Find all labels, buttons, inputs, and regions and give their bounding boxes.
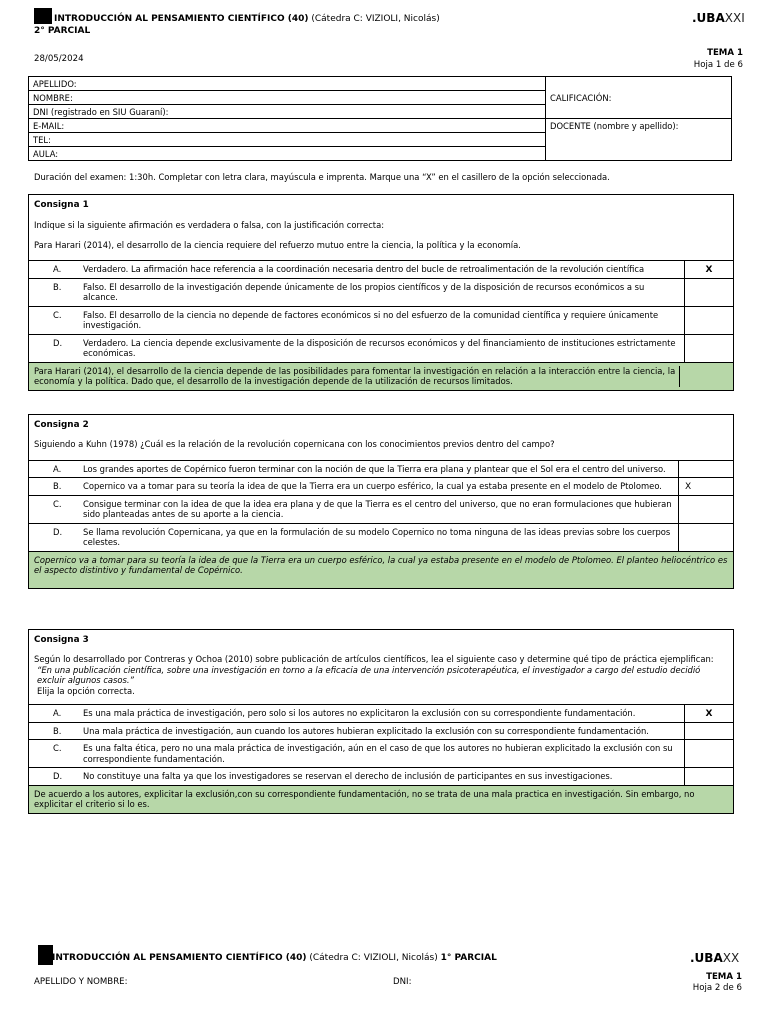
option-row (29, 495, 733, 523)
option-letter: C. (53, 498, 62, 509)
logo-suffix: XXI (724, 11, 745, 25)
redacted-block (34, 8, 52, 24)
option-checkbox[interactable] (679, 496, 733, 523)
docente-field[interactable]: DOCENTE (nombre y apellido): (546, 119, 732, 161)
tel-field[interactable]: TEL: (29, 133, 546, 147)
option-checkbox[interactable] (685, 768, 733, 785)
option-text: Se llama revolución Copernicana, ya que en la formulación de su modelo Copernico no toma ninguna de las ideas previas sobre los cuerpos celestes. (83, 524, 679, 551)
option-checkbox[interactable]: X (705, 709, 713, 719)
consigna-3-options (29, 704, 733, 785)
redacted-block (38, 945, 53, 965)
option-checkbox[interactable] (685, 723, 733, 740)
consigna-1-statement: Para Harari (2014), el desarrollo de la ciencia requiere del refuerzo mutuo entre la ciencia, la política y la economía. (34, 239, 521, 250)
calificacion-field[interactable]: CALIFICACIÓN: (546, 77, 732, 119)
consigna-3-title: Consigna 3 (34, 635, 89, 645)
footer-catedra: (Cátedra C: VIZIOLI, Nicolás) (309, 953, 438, 963)
consigna-2-prompt: Siguiendo a Kuhn (1978) ¿Cuál es la relación de la revolución copernicana con los conocimientos previos dentro del campo? (34, 439, 555, 449)
option-row (29, 334, 733, 362)
course-title: INTRODUCCIÓN AL PENSAMIENTO CIENTÍFICO (40) (54, 14, 309, 24)
option-letter: C. (53, 309, 62, 320)
option-text: Los grandes aportes de Copérnico fueron terminar con la noción de que la Tierra era plana y plantear que el Sol era el centro del universo. (83, 461, 679, 478)
consigna-3 (28, 629, 734, 814)
option-row (29, 704, 733, 722)
answer-text: Para Harari (2014), el desarrollo de la ciencia depende de las posibilidades para fomentar la investigación en relación a la interacción entre la ciencia, la economía y la política. Dado que, el desarrollo de la investigación depende de la utilización de recursos limitados. (34, 365, 676, 386)
footer-course-header (52, 953, 497, 963)
option-checkbox[interactable] (679, 461, 733, 478)
consigna-1-prompt: Indique si la siguiente afirmación es verdadera o falsa, con la justificación correcta: (34, 220, 385, 230)
option-row (29, 722, 733, 740)
answer-mark-cell (679, 366, 728, 387)
consigna-2-answer (29, 551, 733, 588)
option-text: Es una falta ética, pero no una mala práctica de investigación, aún en el caso de que los autores no hubieran explicitado la exclusión con su correspondiente fundamentación. (83, 740, 685, 767)
option-text: Verdadero. La ciencia depende exclusivamente de la disposición de recursos económicos y del financiamiento de instituciones estrictamente económicas. (83, 335, 685, 362)
footer-parcial: 1° PARCIAL (440, 953, 497, 963)
option-letter: D. (53, 526, 63, 537)
option-text: No constituye una falta ya que los investigadores se reservan el derecho de inclusión de participantes en sus investigaciones. (83, 768, 685, 785)
hoja-label: Hoja 1 de 6 (693, 60, 743, 70)
option-text: Copernico va a tomar para su teoría la idea de que la Tierra era un cuerpo esférico, la cual ya estaba presente en el modelo de Ptolomeo. (83, 478, 679, 495)
consigna-3-answer (29, 785, 733, 813)
course-header (54, 14, 440, 24)
option-letter: D. (53, 771, 63, 781)
instructions: Duración del examen: 1:30h. Completar con letra clara, mayúscula e imprenta. Marque una “X” en el casillero de la opción seleccionada. (34, 172, 610, 182)
catedra: (Cátedra C: VIZIOLI, Nicolás) (311, 14, 440, 24)
option-checkbox[interactable] (685, 307, 733, 334)
option-checkbox[interactable] (685, 740, 733, 767)
consigna-3-prompt: Según lo desarrollado por Contreras y Ochoa (2010) sobre publicación de artículos científicos, lea el siguiente caso y determine qué tipo de práctica ejemplifican: (34, 654, 714, 664)
consigna-3-choose: Elija la opción correcta. (37, 685, 135, 696)
footer-hoja: Hoja 2 de 6 (692, 983, 742, 993)
option-letter: B. (53, 725, 62, 736)
logo-main: .UBA (692, 11, 725, 25)
dni-field[interactable]: DNI (registrado en SIU Guaraní): (29, 105, 546, 119)
option-row (29, 739, 733, 767)
apellido-field[interactable]: APELLIDO: (29, 77, 546, 91)
logo-main: .UBA (690, 951, 723, 965)
consigna-1-title: Consigna 1 (34, 200, 89, 210)
consigna-1-options (29, 260, 733, 362)
footer-course-title: INTRODUCCIÓN AL PENSAMIENTO CIENTÍFICO (40) (52, 953, 307, 963)
option-text: Falso. El desarrollo de la ciencia no depende de factores económicos si no del esfuerzo de la comunidad científica y requiere únicamente investigación. (83, 307, 685, 334)
option-letter: C. (53, 743, 62, 753)
option-text: Consigue terminar con la idea de que la idea era plana y de que la Tierra es el centro del universo, que no eran formulaciones que hubieran sido planteadas antes de su aporte a la ciencia. (83, 496, 679, 523)
option-letter: A. (53, 463, 62, 474)
footer-dni: DNI: (393, 977, 412, 987)
consigna-1-answer (29, 362, 733, 390)
option-checkbox[interactable] (685, 279, 733, 306)
option-letter: D. (53, 337, 63, 348)
consigna-2-options (29, 460, 733, 551)
consigna-1 (28, 194, 734, 391)
uba-logo (692, 11, 745, 25)
option-row (29, 477, 733, 495)
option-row (29, 260, 733, 278)
footer-tema: TEMA 1 (706, 972, 742, 982)
option-text: Una mala práctica de investigación, aun cuando los autores hubieran explicitado la exclusión con su correspondiente fundamentación. (83, 723, 685, 740)
option-checkbox[interactable]: X (705, 265, 713, 275)
option-row (29, 767, 733, 785)
footer-apellido-nombre: APELLIDO Y NOMBRE: (34, 977, 128, 987)
email-field[interactable]: E-MAIL: (29, 119, 546, 133)
option-checkbox[interactable] (685, 335, 733, 362)
student-info-table (28, 76, 732, 161)
option-row (29, 523, 733, 551)
option-checkbox[interactable] (679, 524, 733, 551)
footer-uba-logo (690, 951, 739, 965)
option-row (29, 460, 733, 478)
option-row (29, 306, 733, 334)
option-text: Falso. El desarrollo de la investigación depende únicamente de los propios científicos y de la disposición de recursos económicos a su alcance. (83, 279, 685, 306)
option-text: Verdadero. La afirmación hace referencia a la coordinación necesaria dentro del bucle de retroalimentación de la revolución científica (83, 261, 685, 278)
nombre-field[interactable]: NOMBRE: (29, 91, 546, 105)
option-row (29, 278, 733, 306)
consigna-2 (28, 414, 734, 589)
aula-field[interactable]: AULA: (29, 147, 546, 161)
answer-text: Copernico va a tomar para su teoría la idea de que la Tierra era un cuerpo esférico, la cual ya estaba presente en el modelo de Ptolomeo. El planteo heliocéntrico es el aspecto distintivo y fundamental de Copérnico. (34, 554, 728, 575)
consigna-2-title: Consigna 2 (34, 420, 89, 430)
consigna-3-case: “En una publicación científica, sobre una investigación en torno a la eficacia de una intervención psicoterapéutica, el investigador a cargo del estudio decidió excluir algunos casos.” (37, 664, 701, 685)
option-letter: B. (53, 281, 62, 292)
option-letter: A. (53, 264, 62, 274)
option-text: Es una mala práctica de investigación, pero solo si los autores no explicitaron la exclusión con su correspondiente fundamentación. (83, 705, 685, 722)
answer-text: De acuerdo a los autores, explicitar la exclusión,con su correspondiente fundamentación, no se trata de una mala practica en investigación. Sin embargo, no explicitar el criterio si lo es. (34, 788, 695, 809)
parcial-label: 2° PARCIAL (34, 26, 91, 36)
option-letter: B. (53, 481, 62, 491)
option-checkbox[interactable]: X (685, 482, 692, 492)
exam-date: 28/05/2024 (34, 54, 84, 64)
option-letter: A. (53, 708, 62, 718)
logo-suffix: XX (722, 951, 740, 965)
tema-label: TEMA 1 (707, 48, 743, 58)
